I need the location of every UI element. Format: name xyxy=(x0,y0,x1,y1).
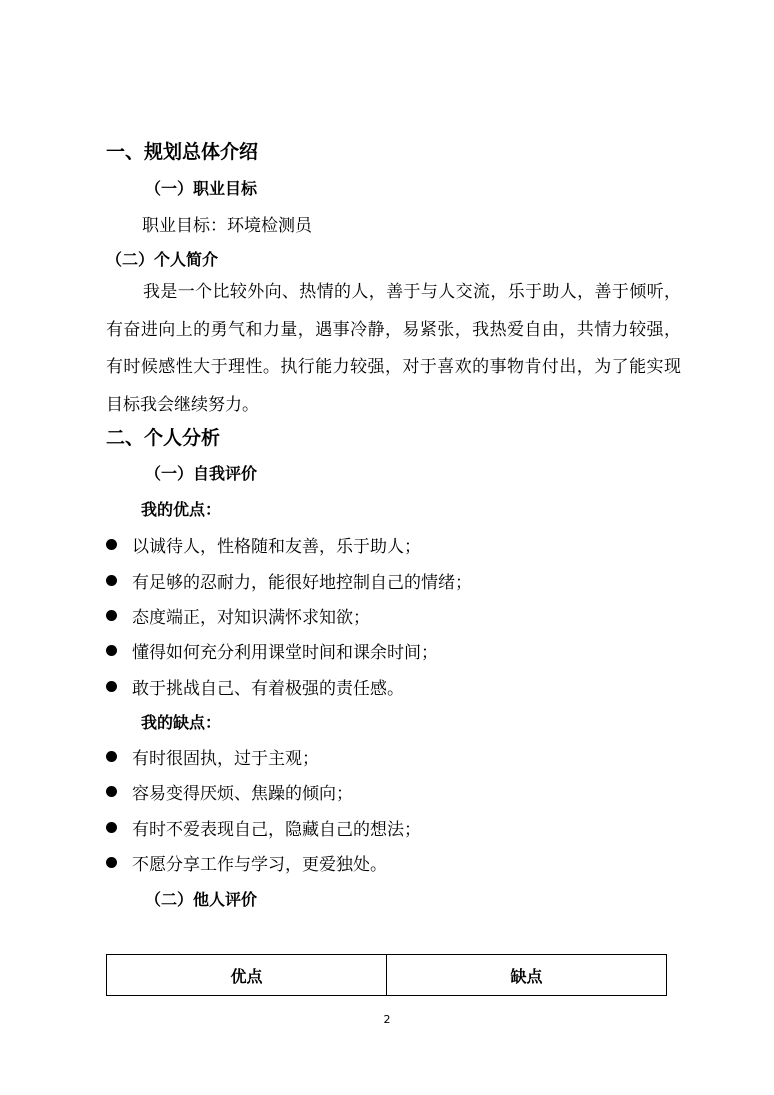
section-2-subtitle-self: （一）自我评价 xyxy=(145,464,258,483)
strength-item: 敢于挑战自己、有着极强的责任感。 xyxy=(132,678,404,699)
bullet-icon xyxy=(106,786,117,797)
list-item xyxy=(106,779,353,803)
bullet-icon xyxy=(106,751,117,762)
list-item xyxy=(106,532,421,556)
section-1-title: 一、规划总体介绍 xyxy=(106,141,259,163)
weakness-item: 有时很固执，过于主观； xyxy=(132,748,319,769)
bullet-icon xyxy=(106,539,117,550)
weaknesses-heading: 我的缺点： xyxy=(141,713,222,732)
bullet-icon xyxy=(106,822,117,833)
list-item xyxy=(106,674,404,698)
bullet-icon xyxy=(106,575,117,586)
weakness-item: 不愿分享工作与学习，更爱独处。 xyxy=(132,854,387,875)
page-number: 2 xyxy=(383,1013,391,1026)
list-item xyxy=(106,744,319,768)
section-1-subtitle-intro: （二）个人简介 xyxy=(106,250,219,269)
bullet-icon xyxy=(106,681,117,692)
table-header-cell: 优点 xyxy=(107,955,387,996)
list-item xyxy=(106,568,472,592)
list-item xyxy=(106,815,421,839)
strengths-heading: 我的优点： xyxy=(141,500,222,519)
bullet-icon xyxy=(106,645,117,656)
list-item xyxy=(106,603,370,627)
section-2-title: 二、个人分析 xyxy=(106,427,221,449)
strength-item: 态度端正，对知识满怀求知欲； xyxy=(132,607,370,628)
strength-item: 以诚待人，性格随和友善，乐于助人； xyxy=(132,536,421,557)
career-goal-text: 职业目标：环境检测员 xyxy=(142,216,312,236)
bullet-icon xyxy=(106,857,117,868)
weakness-item: 有时不爱表现自己，隐藏自己的想法； xyxy=(132,819,421,840)
table-row xyxy=(107,955,667,996)
list-item xyxy=(106,638,438,662)
section-1-subtitle-goal: （一）职业目标 xyxy=(145,179,258,198)
table-header-cell: 缺点 xyxy=(387,955,667,996)
weakness-item: 容易变得厌烦、焦躁的倾向； xyxy=(132,783,353,804)
bullet-icon xyxy=(106,610,117,621)
strength-item: 有足够的忍耐力，能很好地控制自己的情绪； xyxy=(132,572,472,593)
personal-intro-paragraph: 我是一个比较外向、热情的人，善于与人交流，乐于助人，善于倾听，有奋进向上的勇气和力量，遇事冷静，易紧张，我热爱自由，共情力较强，有时候感性大于理性。执行能力较强，对于喜欢的事物肯付出，为了能实现目标我会继续努力。 xyxy=(106,282,681,415)
strength-item: 懂得如何充分利用课堂时间和课余时间； xyxy=(132,642,438,663)
list-item xyxy=(106,850,387,874)
section-2-subtitle-others: （二）他人评价 xyxy=(145,890,258,909)
evaluation-table xyxy=(106,954,667,996)
